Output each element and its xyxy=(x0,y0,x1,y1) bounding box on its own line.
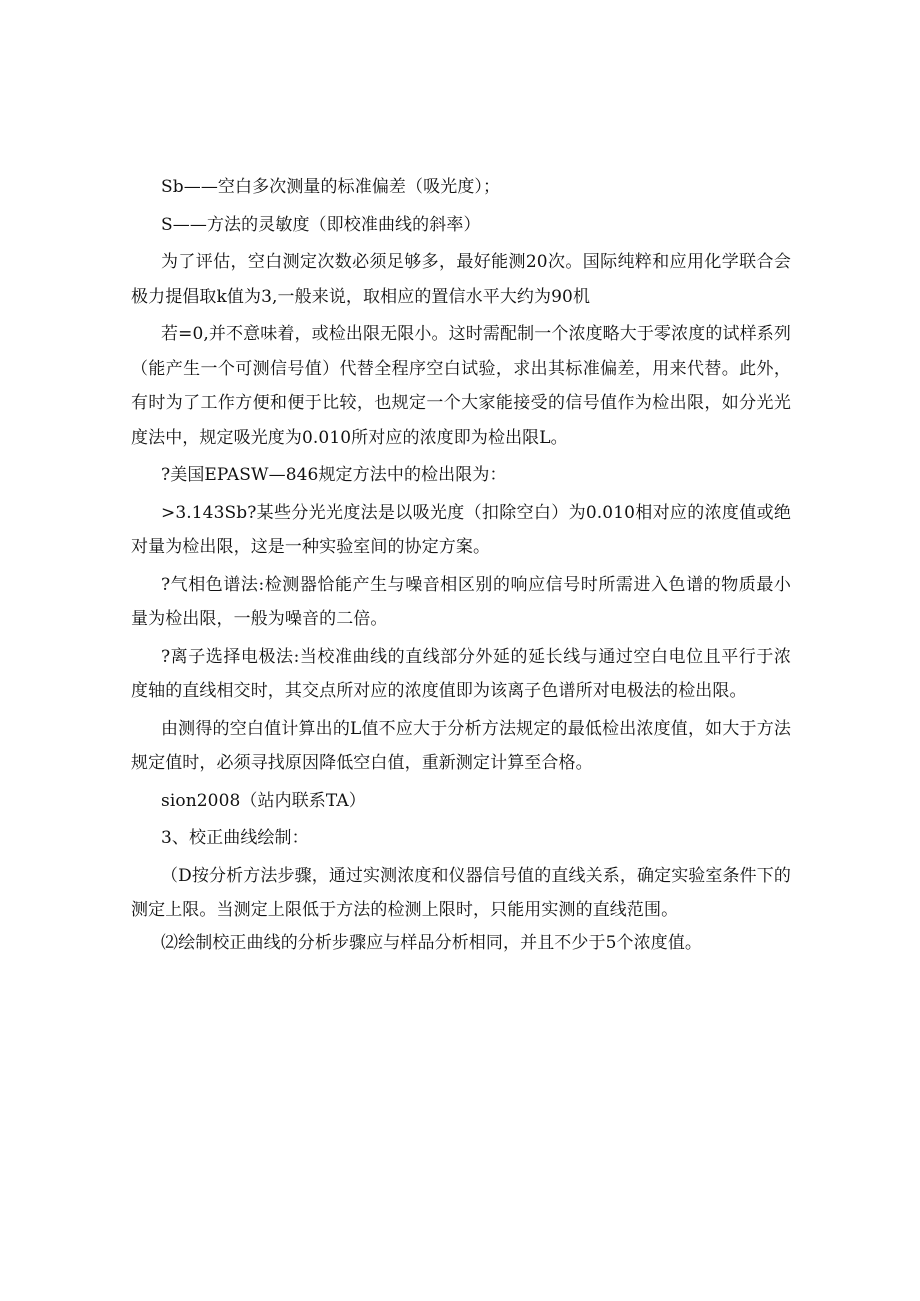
paragraph-epa-method: ?美国EPASW—846规定方法中的检出限为： xyxy=(161,465,507,485)
paragraph-evaluation: 为了评估，空白测定次数必须足够多，最好能测20次。国际纯粹和应用化学联合会极力提倡取k值为3,一般来说，取相应的置信水平大约为90机 xyxy=(131,252,791,307)
paragraph-calibration-step-1: （D按分析方法步骤，通过实测浓度和仪器信号值的直线关系，确定实验室条件下的测定上限。当测定上限低于方法的检测上限时，只能用实测的直线范围。 xyxy=(131,865,791,920)
paragraph-calibration-step-2: ⑵绘制校正曲线的分析步骤应与样品分析相同，并且不少于5个浓度值。 xyxy=(161,932,703,953)
paragraph-sb-definition: Sb——空白多次测量的标准偏差（吸光度）； xyxy=(161,177,501,197)
paragraph-ion-selective-electrode: ?离子选择电极法:当校准曲线的直线部分外延的延长线与通过空白电位且平行于浓度轴的直线相交时，其交点所对应的浓度值即为该离子色谱所对电极法的检出限。 xyxy=(131,646,791,701)
paragraph-s-definition: S——方法的灵敏度（即校准曲线的斜率） xyxy=(161,214,481,235)
paragraph-blank-value: 由测得的空白值计算出的L值不应大于分析方法规定的最低检出浓度值，如大于方法规定值时，必须寻找原因降低空白值，重新测定计算至合格。 xyxy=(131,718,791,773)
document-body xyxy=(131,170,791,958)
section-heading-calibration-curve: 3、校正曲线绘制： xyxy=(161,828,309,848)
paragraph-gas-chromatography: ?气相色谱法:检测器恰能产生与噪音相区别的响应信号时所需进入色谱的物质最小量为检出限，一般为噪音的二倍。 xyxy=(131,574,791,629)
paragraph-spectrophotometry: >3.143Sb?某些分光光度法是以吸光度（扣除空白）为0.010相对应的浓度值或绝对量为检出限，这是一种实验室间的协定方案。 xyxy=(131,502,791,557)
paragraph-author-note: sion2008（站内联系TA） xyxy=(161,790,366,811)
paragraph-zero-blank: 若=0,并不意味着，或检出限无限小。这时需配制一个浓度略大于零浓度的试样系列（能产生一个可测信号值）代替全程序空白试验，求出其标准偏差，用来代替。此外，有时为了工作方便和便于比较，也规定一个大家能接受的信号值作为检出限，如分光光度法中，规定吸光度为0.010所对应的浓度即为检出限L。 xyxy=(131,324,791,448)
